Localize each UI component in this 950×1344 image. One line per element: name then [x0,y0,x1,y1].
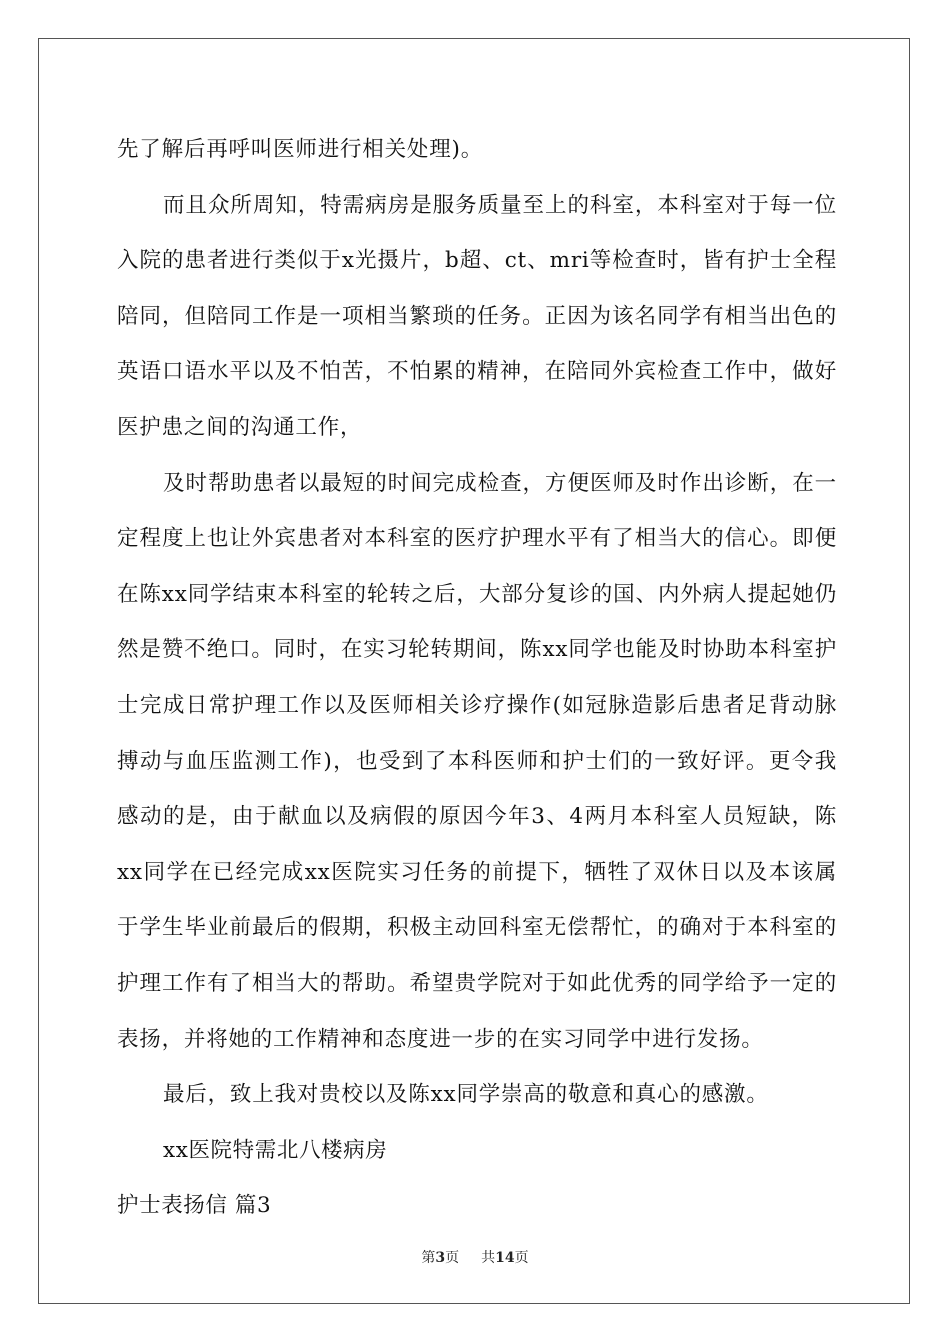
total-label-prefix: 共 [481,1250,496,1266]
page-label-suffix: 页 [445,1250,460,1266]
paragraph: 而且众所周知，特需病房是服务质量至上的科室，本科室对于每一位入院的患者进行类似于x光摄片，b超、ct、mri等检查时，皆有护士全程陪同，但陪同工作是一项相当繁琐的任务。正因为该名同学有相当出色的英语口语水平以及不怕苦，不怕累的精神，在陪同外宾检查工作中，做好医护患之间的沟通工作， [117,192,837,440]
total-label-suffix: 页 [514,1250,529,1266]
page-number: 3 [435,1250,446,1266]
page-label-prefix: 第 [421,1250,436,1266]
page-footer [0,1247,950,1267]
paragraph-continuation: 先了解后再呼叫医师进行相关处理)。 [117,137,483,162]
section-title: 护士表扬信 篇3 [117,1193,272,1219]
document-body [117,122,837,1234]
paragraph: 及时帮助患者以最短的时间完成检查，方便医师及时作出诊断，在一定程度上也让外宾患者对本科室的医疗护理水平有了相当大的信心。即便在陈xx同学结束本科室的轮转之后，大部分复诊的国、内外病人提起她仍然是赞不绝口。同时，在实习轮转期间，陈xx同学也能及时协助本科室护士完成日常护理工作以及医师相关诊疗操作(如冠脉造影后患者足背动脉搏动与血压监测工作)，也受到了本科医师和护士们的一致好评。更令我感动的是，由于献血以及病假的原因今年3、4两月本科室人员短缺，陈xx同学在已经完成xx医院实习任务的前提下，牺牲了双休日以及本该属于学生毕业前最后的假期，积极主动回科室无偿帮忙，的确对于本科室的护理工作有了相当大的帮助。希望贵学院对于如此优秀的同学给予一定的表扬，并将她的工作精神和态度进一步的在实习同学中进行发扬。 [117,470,837,1052]
paragraph-closing: 最后，致上我对贵校以及陈xx同学崇高的敬意和真心的感激。 [163,1082,769,1108]
total-pages: 14 [495,1250,515,1266]
signature: xx医院特需北八楼病房 [163,1137,388,1163]
